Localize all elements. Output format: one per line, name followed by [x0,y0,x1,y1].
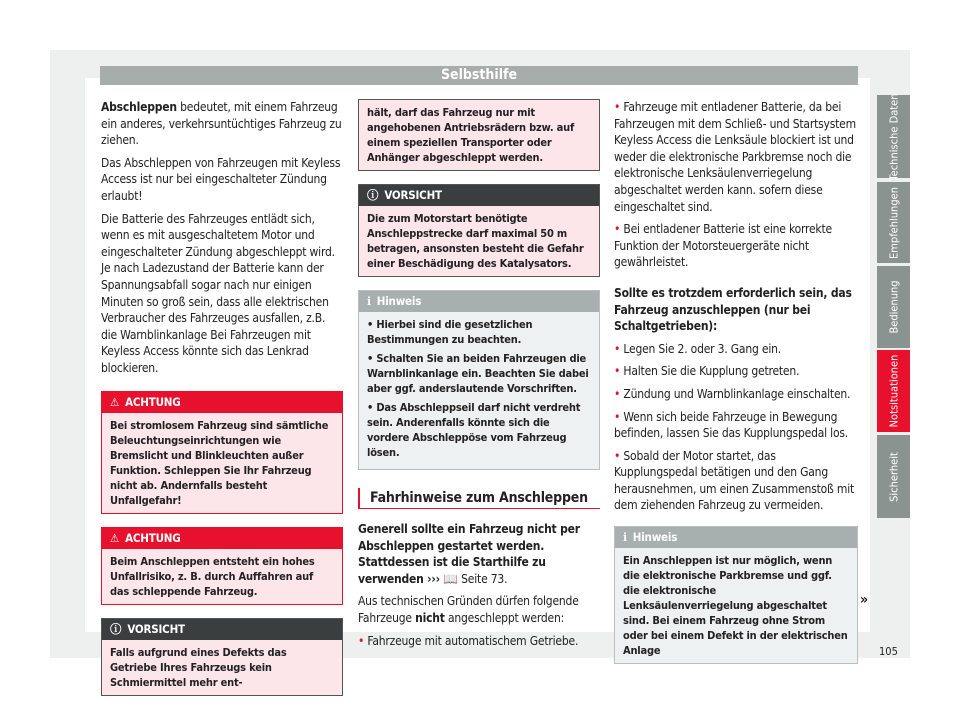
term: Abschleppen [101,100,177,114]
caution-text: hält, darf das Fahrzeug nur mit angehobenen Antriebsrädern bzw. auf einem speziellen Transporter oder Anhänger abgeschleppt werden. [367,106,575,164]
tab-technische-daten[interactable] [877,92,910,181]
tab-label: Empfehlungen [887,186,900,259]
caution-title: VORSICHT [127,621,185,636]
tab-label: Sicherheit [887,451,900,502]
text: Das Abschleppseil darf nicht verdreht sein. Anderenfalls könnte sich die vordere Abschleppöse vom Fahrzeug lösen. [367,401,581,459]
tab-label: Bedienung [887,280,900,334]
paragraph [358,593,600,626]
text: angeschleppt werden: [444,610,565,625]
warning-title: ACHTUNG [125,394,181,409]
list-item: • Halten Sie die Kupplung getreten. [614,364,800,379]
chapter-header: Selbsthilfe [100,66,858,85]
warning-box [101,527,343,605]
tab-notsituationen[interactable] [877,350,910,432]
caution-box-continued [358,99,600,171]
caution-box [101,618,343,696]
list-item: • Zündung und Warnblinkanlage einschalten. [614,386,851,401]
tab-label: Technische Daten [887,92,900,181]
tab-bedienung[interactable] [877,266,910,348]
text: Generell sollte ein Fahrzeug nicht per Abschleppen gestartet werden. Stattdessen ist die Starthilfe zu verwenden ››› [358,522,580,586]
text: Wenn sich beide Fahrzeuge in Bewegung befinden, lassen Sie das Kupplungspedal los. [614,409,849,441]
note-box [358,290,600,470]
caution-box [358,184,600,277]
continue-marker: » [860,592,869,608]
warning-box [101,391,343,514]
note-text: Ein Anschleppen ist nur möglich, wenn die elektronische Parkbremse und ggf. die elektronische Lenksäulenverriegelung abgeschaltet sind. Bei einem Fahrzeug ohne Strom oder bei einem Defekt in der elektrischen Anlage [623,554,848,658]
tab-empfehlungen[interactable] [877,182,910,263]
exclamation-circle-icon: ⓘ [110,621,122,636]
list-item: • Sobald der Motor startet, das Kupplungspedal betätigen und den Gang herausnehmen, um einen Zusammenstoß mit dem ziehenden Fahrzeug zu vermeiden. [614,448,855,513]
note-box [614,526,858,664]
text: Fahrzeuge mit automatischem Getriebe. [367,633,579,648]
list-item: • Fahrzeuge mit automatischem Getriebe. [358,633,579,648]
text: Aus technischen Gründen dürfen folgende Fahrzeuge [358,594,579,625]
paragraph: Das Abschleppen von Fahrzeugen mit Keyless Access ist nur bei eingeschalteter Zündung erlaubt! [101,155,341,203]
page-reference-link[interactable]: Seite 73. [461,571,508,586]
warning-triangle-icon: ⚠ [110,394,120,409]
column-3 [614,99,858,677]
caution-text: Die zum Motorstart benötigte Anschleppstrecke darf maximal 50 m betragen, ansonsten besteht die Gefahr einer Beschädigung des Katalysators. [367,212,584,270]
page-number: 105 [879,645,898,658]
exclamation-circle-icon: ⓘ [367,188,379,202]
list-item: • Legen Sie 2. oder 3. Gang ein. [614,341,781,356]
text: Bei entladener Batterie ist eine korrekte Funktion der Motorsteuergeräte nicht gewährleistet. [614,222,832,270]
warning-text: Bei stromlosem Fahrzeug sind sämtliche Beleuchtungseinrichtungen wie Bremslicht und Blinkleuchten außer Funktion. Schleppen Sie Ihr Fahrzeug nicht ab. Andernfalls besteht Unfallgefahr! [110,418,329,507]
list-item: • Bei entladener Batterie ist eine korrekte Funktion der Motorsteuergeräte nicht gewährleistet. [614,222,832,270]
paragraph [358,521,600,587]
subheading [614,285,858,335]
column-1 [101,99,343,709]
note-title: Hinweis [376,294,422,308]
note-item: • Das Abschleppseil darf nicht verdreht sein. Anderenfalls könnte sich die vordere Abschleppöse vom Fahrzeug lösen. [367,401,581,459]
text: Sobald der Motor startet, das Kupplungspedal betätigen und den Gang herausnehmen, um einen Zusammenstoß mit dem ziehenden Fahrzeug zu vermeiden. [614,448,855,513]
text: bedeutet, mit einem Fahrzeug ein anderes, verkehrsuntüchtiges Fahrzeug zu ziehen. [101,100,342,148]
tab-label: Notsituationen [887,354,900,428]
info-icon: ℹ [367,294,371,308]
list-item: • Wenn sich beide Fahrzeuge in Bewegung befinden, lassen Sie das Kupplungspedal los. [614,409,849,441]
text: Halten Sie die Kupplung getreten. [623,364,800,379]
list-item: • Fahrzeuge mit entladener Batterie, da bei Fahrzeugen mit dem Schließ- und Startsystem Keyless Access die Lenksäule blockiert ist und weder die elektronische Parkbremse noch die elektronische Lenksäulenverriegelung abgeschaltet werden kann. sofern diese eingeschaltet sind. [614,100,856,214]
section-heading: Fahrhinweise zum Anschleppen [358,488,600,509]
caution-text: Falls aufgrund eines Defekts das Getriebe Ihres Fahrzeugs kein Schmiermittel mehr ent- [110,645,287,689]
column-2 [358,99,600,655]
text: Sollte es trotzdem erforderlich sein, das Fahrzeug anzuschleppen (nur bei Schaltgetrieben): [614,285,852,334]
page-reference-icon: 📖 [443,571,458,586]
info-icon: ℹ [623,530,627,545]
text: Schalten Sie an beiden Fahrzeugen die Warnblinkanlage ein. Beachten Sie dabei aber ggf. anderslautende Vorschriften. [367,352,589,395]
warning-triangle-icon: ⚠ [110,530,120,545]
note-title: Hinweis [632,530,678,545]
note-item: • Schalten Sie an beiden Fahrzeugen die Warnblinkanlage ein. Beachten Sie dabei aber ggf. anderslautende Vorschriften. [367,352,589,395]
paragraph: Die Batterie des Fahrzeuges entlädt sich, wenn es mit ausgeschaltetem Motor und eingeschalteter Zündung abgeschleppt wird. Je nach Ladezustand der Batterie kann der Spannungsabfall sogar nach nur einigen Minuten so groß sein, dass alle elektrischen Verbraucher des Fahrzeuges ausfallen, z.B. die Warnblinkanlage Bei Fahrzeugen mit Keyless Access könnte sich das Lenkrad blockieren. [101,211,335,375]
text: Fahrzeuge mit entladener Batterie, da bei Fahrzeugen mit dem Schließ- und Startsystem Keyless Access die Lenksäule blockiert ist und weder die elektronische Parkbremse noch die elektronische Lenksäulenverriegelung abgeschaltet werden kann. sofern diese eingeschaltet sind. [614,100,856,214]
note-item: • Hierbei sind die gesetzlichen Bestimmungen zu beachten. [367,318,533,346]
caution-title: VORSICHT [384,188,442,202]
text: Hierbei sind die gesetzlichen Bestimmungen zu beachten. [367,318,533,346]
text: nicht [415,610,445,625]
warning-text: Beim Anschleppen entsteht ein hohes Unfallrisiko, z. B. durch Auffahren auf das schleppende Fahrzeug. [110,554,315,598]
warning-title: ACHTUNG [125,530,181,545]
text: Zündung und Warnblinkanlage einschalten. [623,386,851,401]
paragraph [101,99,343,149]
tab-sicherheit[interactable] [877,435,910,518]
text: Legen Sie 2. oder 3. Gang ein. [623,341,781,356]
